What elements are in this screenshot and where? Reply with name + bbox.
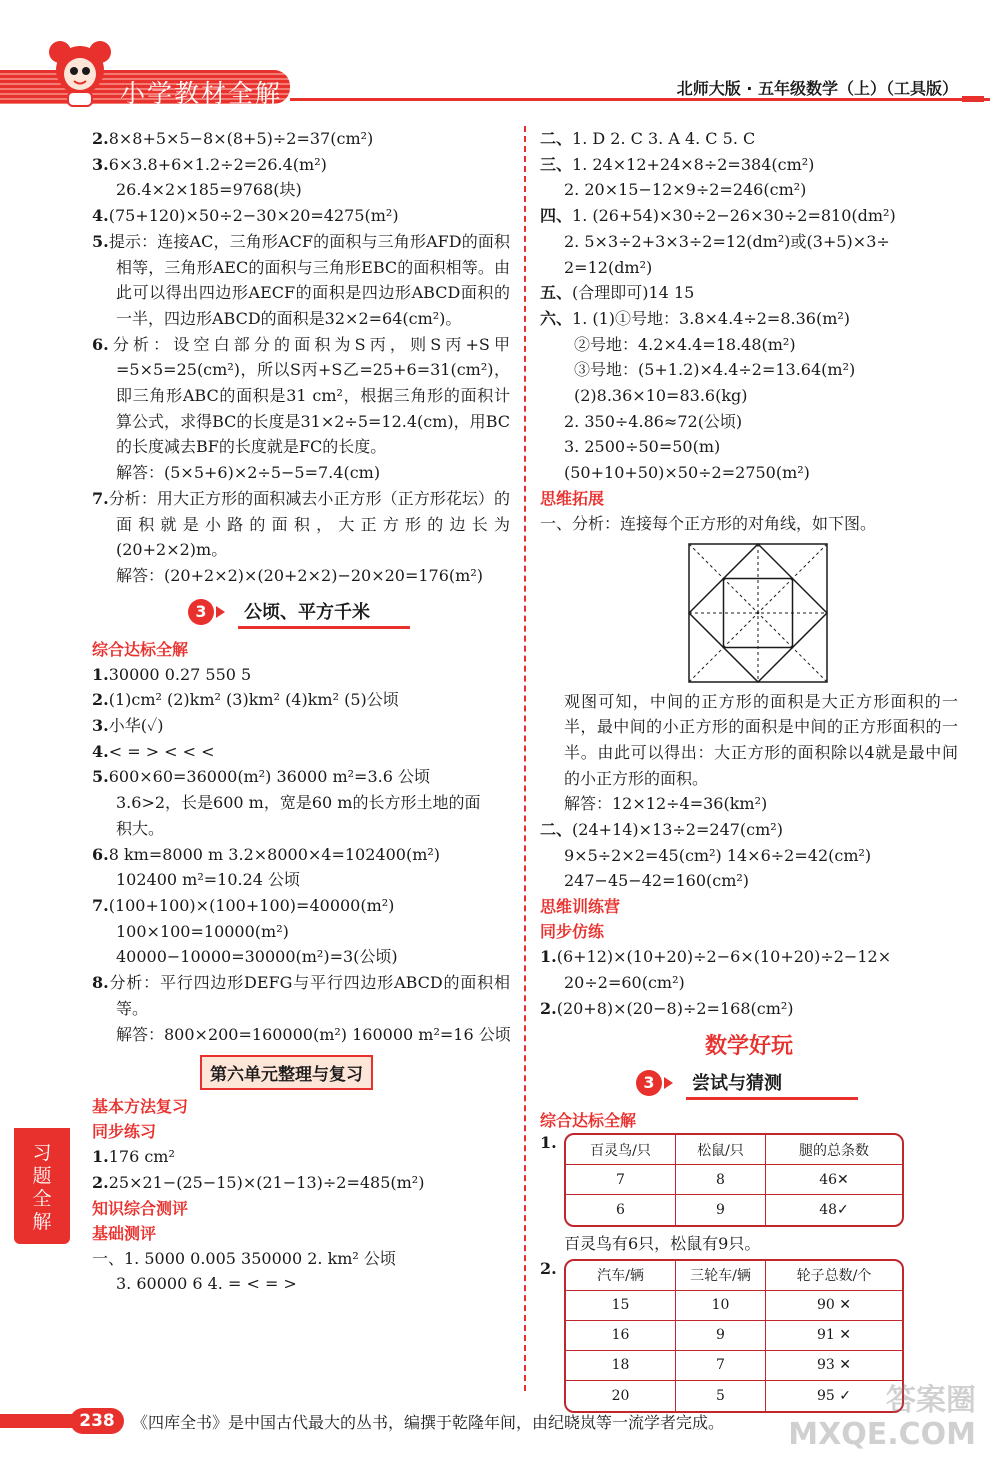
table-cell: 16 xyxy=(566,1321,676,1351)
answer-line: 2. 350÷4.86≈72(公顷) xyxy=(564,411,743,431)
section-title: 尝试与猜测 xyxy=(692,1073,782,1095)
subheading: 同步仿练 xyxy=(540,922,605,942)
question-number: 2. xyxy=(92,690,109,710)
question-number: 4. xyxy=(92,741,109,761)
question-number: 1. xyxy=(540,947,557,967)
extension-explanation: 观图可知，中间的正方形的面积是大正方形面积的一半，最中间的小正方形的面积是中间的正方形面积的一半。由此可以得出：大正方形的面积除以4就是最中间的小正方形的面积。 xyxy=(564,691,958,788)
answer-line: 积大。 xyxy=(116,818,165,838)
section-number-badge: 3 xyxy=(188,599,214,625)
guess-table-birds-squirrels xyxy=(564,1133,904,1227)
question-number: 六、 xyxy=(540,308,573,328)
answer-text: 600×60=36000(m²) 36000 m²=3.6 公顷 xyxy=(108,767,430,787)
question-number: 1. xyxy=(540,1133,557,1153)
subheading: 同步练习 xyxy=(92,1122,157,1142)
section-underline xyxy=(238,626,410,629)
table-header-cell: 百灵鸟/只 xyxy=(566,1135,676,1165)
answer-text: 6×3.8+6×1.2÷2=26.4(m²) xyxy=(108,154,327,174)
mascot-icon xyxy=(46,40,114,110)
answer-line: (2)8.36×10=83.6(kg) xyxy=(574,386,748,406)
brand-title: 小学教材全解 xyxy=(120,79,283,108)
right-column xyxy=(540,126,958,1413)
question-number: 四、 xyxy=(540,206,573,226)
answer-text: 小华(✓) xyxy=(108,716,164,736)
question-number: 2. xyxy=(92,1172,109,1192)
answer-text: 1. D 2. C 3. A 4. C 5. C xyxy=(572,129,756,148)
fun-math-title: 数学好玩 xyxy=(704,1034,793,1060)
answer-line: 40000−10000=30000(m²)=3(公顷) xyxy=(116,947,398,967)
table-1-answer: 百灵鸟有6只，松鼠有9只。 xyxy=(564,1234,761,1254)
question-number: 二、 xyxy=(540,129,573,148)
table-cell: 93 ✕ xyxy=(766,1351,902,1381)
answer-text: 1. (26+54)×30÷2−26×30÷2=810(dm²) xyxy=(572,206,896,226)
column-divider xyxy=(524,126,526,1391)
question-number: 5. xyxy=(92,767,109,787)
section-number-badge: 3 xyxy=(636,1070,662,1096)
question-number: 2. xyxy=(540,1258,557,1278)
nested-squares-figure xyxy=(688,543,828,683)
question-7-answer: 解答：(20+2×2)×(20+2×2)−20×20=176(m²) xyxy=(116,565,483,585)
answer-line xyxy=(92,713,510,739)
answer-line xyxy=(540,126,958,152)
table-row xyxy=(566,1165,902,1195)
question-8-answer: 解答：800×200=160000(m²) 160000 m²=16 公顷 xyxy=(116,1024,511,1044)
subheading: 思维拓展 xyxy=(540,488,605,508)
question-6-answer: 解答：(5×5+6)×2÷5−5=7.4(cm) xyxy=(116,463,381,483)
answer-line xyxy=(92,1170,510,1196)
answer-text: 25×21−(25−15)×(21−13)÷2=485(m²) xyxy=(108,1172,425,1192)
watermark xyxy=(788,1384,976,1452)
question-number: 三、 xyxy=(540,154,573,174)
answer-line xyxy=(540,817,958,843)
answer-line xyxy=(92,1246,510,1272)
table-header-cell: 汽车/辆 xyxy=(566,1261,676,1291)
table-cell: 18 xyxy=(566,1351,676,1381)
section-heading xyxy=(540,1066,958,1106)
answer-line xyxy=(540,944,958,970)
section-title: 公顷、平方千米 xyxy=(244,601,370,623)
question-number: 4. xyxy=(92,206,109,226)
table-1-block xyxy=(540,1133,958,1227)
section-underline xyxy=(686,1097,858,1100)
answer-line: 2. 20×15−12×9÷2=246(cm²) xyxy=(564,180,807,200)
answer-line xyxy=(540,280,958,306)
table-cell: 9 xyxy=(676,1195,766,1225)
table-cell: 20 xyxy=(566,1381,676,1411)
table-cell: 6 xyxy=(566,1195,676,1225)
table-row xyxy=(566,1195,902,1225)
table-cell: 90 ✕ xyxy=(766,1291,902,1321)
answer-text: 8×8+5×5−8×(8+5)÷2=37(cm²) xyxy=(108,129,374,148)
answer-line: 247−45−42=160(cm²) xyxy=(564,871,750,891)
arrow-icon xyxy=(216,606,225,618)
table-header-cell: 三轮车/辆 xyxy=(676,1261,766,1291)
answer-text: (6+12)×(10+20)÷2−6×(10+20)÷2−12× xyxy=(556,947,892,967)
side-tab xyxy=(14,1128,70,1244)
table-row xyxy=(566,1321,902,1351)
table-row xyxy=(566,1351,902,1381)
question-number: 2. xyxy=(92,129,109,148)
subheading: 基本方法复习 xyxy=(92,1097,189,1117)
question-number: 6. xyxy=(92,844,109,864)
answer-line: 3. 2500÷50=50(m) xyxy=(564,437,721,457)
answer-line xyxy=(540,152,958,178)
answer-line: 20÷2=60(cm²) xyxy=(564,972,685,992)
answer-text: (100+100)×(100+100)=40000(m²) xyxy=(108,895,395,915)
answer-line: ②号地：4.2×4.4=18.48(m²) xyxy=(574,334,796,354)
answer-line: 3.6>2，长是600 m，宽是60 m的长方形土地的面 xyxy=(116,793,481,813)
question-number: 3. xyxy=(92,154,109,174)
answer-text: 一、1. 5000 0.005 350000 2. km² 公顷 xyxy=(92,1248,396,1268)
answer-line xyxy=(92,893,510,919)
question-number: 1. xyxy=(92,1147,109,1167)
answer-line: (50+10+50)×50÷2=2750(m²) xyxy=(564,463,810,483)
footer-note: 《四库全书》是中国古代最大的丛书，编撰于乾隆年间，由纪晓岚等一流学者完成。 xyxy=(132,1413,725,1432)
question-number: 五、 xyxy=(540,283,573,303)
table-cell: 95 ✓ xyxy=(817,1387,851,1404)
answer-text: < = > < < < xyxy=(108,741,215,761)
question-number: 7. xyxy=(92,895,109,915)
table-cell: 10 xyxy=(676,1291,766,1321)
watermark-logo-text: 答案圈 xyxy=(886,1383,976,1418)
left-column xyxy=(92,126,510,1297)
unit-review-title: 第六单元整理与复习 xyxy=(200,1055,373,1090)
table-cell: 15 xyxy=(566,1291,676,1321)
answer-line xyxy=(540,996,958,1022)
subheading: 思维训练营 xyxy=(540,897,621,917)
answer-line: ③号地：(5+1.2)×4.4÷2=13.64(m²) xyxy=(574,360,856,380)
question-number: 2. xyxy=(540,998,557,1018)
table-row xyxy=(566,1291,902,1321)
answer-line xyxy=(540,306,958,332)
arrow-icon xyxy=(664,1077,673,1089)
question-8: 8.分析：平行四边形DEFG与平行四边形ABCD的面积相等。 xyxy=(92,973,510,1018)
answer-line xyxy=(92,662,510,688)
answer-line xyxy=(92,739,510,765)
table-header-cell: 轮子总数/个 xyxy=(766,1261,902,1291)
footer-bar xyxy=(0,1414,78,1428)
answer-text: (合理即可)14 15 xyxy=(572,283,695,303)
subheading: 基础测评 xyxy=(92,1223,157,1243)
answer-text: 8 km=8000 m 3.2×8000×4=102400(m²) xyxy=(108,844,441,864)
answer-line xyxy=(92,842,510,868)
table-cell: 46✕ xyxy=(766,1165,902,1195)
subheading: 综合达标全解 xyxy=(92,639,189,659)
table-cell: 9 xyxy=(676,1321,766,1351)
table-cell: 5 xyxy=(676,1381,766,1411)
answer-text: 30000 0.27 550 5 xyxy=(108,664,252,684)
answer-line xyxy=(92,126,510,152)
section-heading xyxy=(92,595,510,635)
extension-question: 一、分析：连接每个正方形的对角线，如下图。 xyxy=(540,513,877,533)
answer-line xyxy=(92,1144,510,1170)
extension-answer: 解答：12×12÷4=36(km²) xyxy=(564,794,768,814)
answer-line xyxy=(92,764,510,790)
answer-line: 2. 5×3÷2+3×3÷2=12(dm²)或(3+5)×3÷ xyxy=(564,231,890,251)
answer-line xyxy=(92,687,510,713)
table-cell: 8 xyxy=(676,1165,766,1195)
answer-line: 2=12(dm²) xyxy=(564,257,653,277)
answer-text: 176 cm² xyxy=(108,1147,175,1167)
answer-text: (20+8)×(20−8)÷2=168(cm²) xyxy=(556,998,794,1018)
answer-line xyxy=(92,203,510,229)
table-cell: 91 ✕ xyxy=(766,1321,902,1351)
answer-line: 102400 m²=10.24 公顷 xyxy=(116,870,301,890)
answer-line xyxy=(540,203,958,229)
page-number: 238 xyxy=(70,1408,124,1434)
answer-text: (75+120)×50÷2−30×20=4275(m²) xyxy=(108,206,399,226)
question-number: 3. xyxy=(92,716,109,736)
table-header-cell: 腿的总条数 xyxy=(766,1135,902,1165)
table-cell: 48✓ xyxy=(819,1202,849,1219)
side-tab-label: 习题全解 xyxy=(32,1142,52,1233)
question-number: 1. xyxy=(92,664,109,684)
table-cell: 7 xyxy=(676,1351,766,1381)
edition-label: 北师大版 · 五年级数学（上）（工具版） xyxy=(676,79,958,98)
watermark-url: MXQE.COM xyxy=(788,1417,976,1452)
answer-text: (1)cm² (2)km² (3)km² (4)km² (5)公顷 xyxy=(108,690,399,710)
answer-line: 100×100=10000(m²) xyxy=(116,921,289,941)
table-cell: 7 xyxy=(566,1165,676,1195)
question-number: 二、 xyxy=(540,820,573,840)
answer-text: 1. 24×12+24×8÷2=384(cm²) xyxy=(572,154,815,174)
question-5: 5.提示：连接AC，三角形ACF的面积与三角形AFD的面积相等，三角形AEC的面积与三角形EBC的面积相等。由此可以得出四边形AECF的面积是四边形ABCD面积的一半，四边形ABCD的面积是32×2=64(cm²)。 xyxy=(92,231,510,328)
page-header xyxy=(0,0,1000,120)
subheading: 综合达标全解 xyxy=(540,1111,637,1131)
answer-text: (24+14)×13÷2=247(cm²) xyxy=(572,820,783,840)
question-6: 6.分析：设空白部分的面积为S丙，则S丙+S甲=5×5=25(cm²)，所以S丙+S乙=25+6=31(cm²)，即三角形ABC的面积是31 cm²，根据三角形的面积计算公式，求得BC的长度是31×2÷5=12.4(cm)，用BC的长度减去BF的长度就是FC的长度。 xyxy=(92,334,510,457)
question-7: 7.分析：用大正方形的面积减去小正方形（正方形花坛）的面积就是小路的面积，大正方形的边长为(20+2×2)m。 xyxy=(92,488,510,560)
table-header-cell: 松鼠/只 xyxy=(676,1135,766,1165)
nested-squares-diagram xyxy=(688,543,828,683)
subheading: 知识综合测评 xyxy=(92,1198,189,1218)
answer-text: 1. (1)①号地：3.8×4.4÷2=8.36(m²) xyxy=(572,308,851,328)
header-accent xyxy=(962,96,984,102)
answer-line: 26.4×2×185=9768(块) xyxy=(116,180,302,200)
answer-line: 9×5÷2×2=45(cm²) 14×6÷2=42(cm²) xyxy=(564,845,872,865)
answer-line: 3. 60000 6 4. = < = > xyxy=(116,1274,297,1294)
answer-line xyxy=(92,152,510,178)
